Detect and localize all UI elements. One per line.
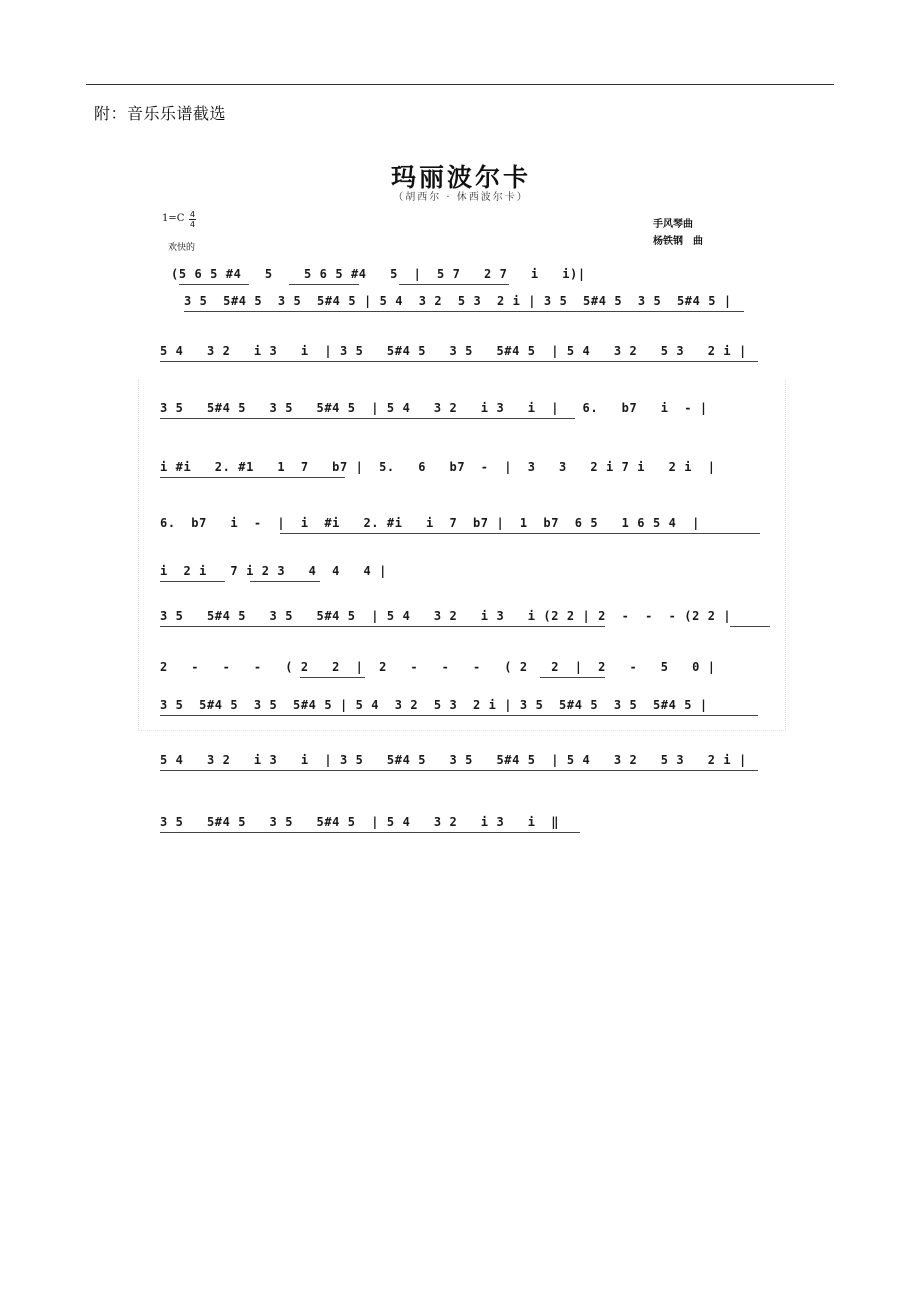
score-line <box>160 660 780 682</box>
score-line-notes: 3 5 5#4 5 3 5 5#4 5 | 5 4 3 2 5 3 2 i | 3 5 5#4 5 3 5 5#4 5 | <box>184 294 732 308</box>
score-line-notes: 3 5 5#4 5 3 5 5#4 5 | 5 4 3 2 5 3 2 i | 3 5 5#4 5 3 5 5#4 5 | <box>160 698 708 712</box>
score-subtitle: （胡西尔 · 休西波尔卡） <box>393 192 529 203</box>
score-line <box>160 753 780 775</box>
time-signature-bottom: 4 <box>189 220 196 229</box>
time-signature-top: 4 <box>189 210 196 219</box>
key-signature: 1=C <box>162 213 185 224</box>
score-line <box>160 344 770 366</box>
score-line-notes: 6. b7 i - | i #i 2. #i i 7 b7 | 1 b7 6 5 1 6 5 4 | <box>160 516 700 530</box>
score-line <box>160 516 780 538</box>
score-sheet <box>138 150 784 840</box>
score-title: 玛丽波尔卡 <box>390 163 531 192</box>
credit-instrument: 手风琴曲 <box>653 219 693 230</box>
score-line-notes: i #i 2. #1 1 7 b7 | 5. 6 b7 - | 3 3 2 i 7 i 2 i | <box>160 460 716 474</box>
score-line-notes: 2 - - - ( 2 2 | 2 - - - ( 2 2 | 2 - 5 0 | <box>160 660 716 674</box>
tempo-marking: 欢快的 <box>168 243 196 253</box>
credit-composer: 杨铁钢 曲 <box>653 236 703 247</box>
appendix-heading: 附：音乐乐谱截选 <box>94 104 227 123</box>
score-line <box>160 815 640 837</box>
score-line-notes: (5 6 5 #4 5 5 6 5 #4 5 | 5 7 2 7 i i)| <box>171 267 586 281</box>
score-line-notes: 3 5 5#4 5 3 5 5#4 5 | 5 4 3 2 i 3 i | 6. b7 i - | <box>160 401 708 415</box>
time-signature <box>189 210 196 229</box>
score-line-notes: i 2 i 7 i 2 3 4 4 4 | <box>160 564 387 578</box>
score-line <box>171 267 611 289</box>
score-line-notes: 3 5 5#4 5 3 5 5#4 5 | 5 4 3 2 i 3 i ‖ <box>160 815 560 829</box>
header-rule <box>86 84 834 85</box>
score-line-notes: 3 5 5#4 5 3 5 5#4 5 | 5 4 3 2 i 3 i (2 2 | 2 - - - (2 2 | <box>160 609 732 623</box>
score-line <box>160 698 780 720</box>
score-line <box>160 564 460 586</box>
score-line <box>160 401 780 423</box>
score-line-notes: 5 4 3 2 i 3 i | 3 5 5#4 5 3 5 5#4 5 | 5 4 3 2 5 3 2 i | <box>160 753 747 767</box>
score-line <box>160 609 780 631</box>
score-line <box>160 460 780 482</box>
score-line <box>184 294 794 316</box>
score-line-notes: 5 4 3 2 i 3 i | 3 5 5#4 5 3 5 5#4 5 | 5 4 3 2 5 3 2 i | <box>160 344 747 358</box>
